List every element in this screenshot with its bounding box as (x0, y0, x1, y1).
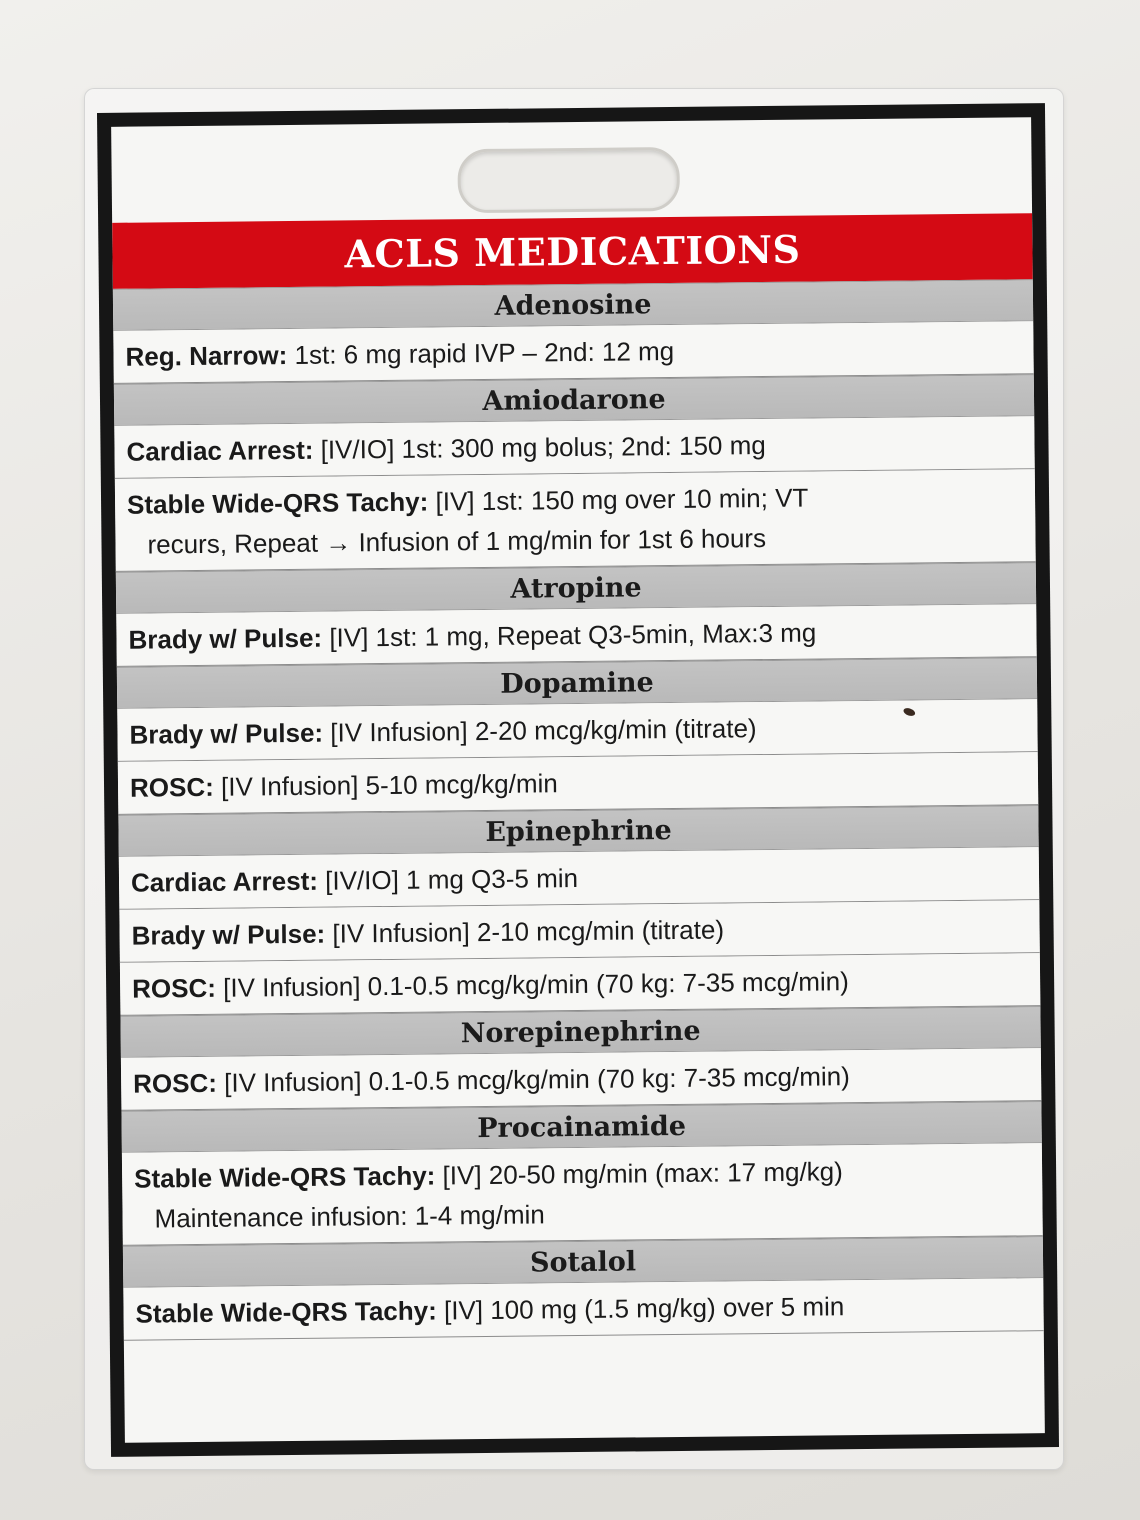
drug-name: Amiodarone (482, 383, 666, 417)
dose-text: 1st: 6 mg rapid IVP – 2nd: 12 mg (287, 335, 675, 371)
drug-name: Atropine (510, 571, 642, 605)
dose-text: [IV/IO] 1st: 300 mg bolus; 2nd: 150 mg (313, 430, 766, 465)
dose-row (116, 604, 1037, 667)
dose-row (115, 469, 1036, 572)
dose-indication: Stable Wide-QRS Tachy: (133, 1160, 436, 1194)
dose-indication: Cardiac Arrest: (130, 865, 319, 898)
dose-text: [IV] 1st: 150 mg over 10 min; VT (428, 482, 809, 517)
dose-indication: Brady w/ Pulse: (131, 918, 326, 951)
dose-row (113, 321, 1034, 384)
dose-text: [IV] 100 mg (1.5 mg/kg) over 5 min (436, 1291, 845, 1326)
dose-row (119, 847, 1040, 910)
medication-list (113, 279, 1044, 1341)
dose-row (120, 953, 1041, 1016)
dose-text: [IV Infusion] 2-10 mcg/min (titrate) (325, 914, 725, 949)
dose-indication: Stable Wide-QRS Tachy: (126, 486, 429, 520)
dose-row (117, 699, 1038, 762)
dose-continuation: Maintenance infusion: 1-4 mg/min (154, 1199, 545, 1234)
dose-indication: ROSC: (129, 771, 214, 803)
dose-indication: Brady w/ Pulse: (128, 622, 323, 655)
dose-indication: Cardiac Arrest: (126, 434, 314, 467)
dose-row (121, 1048, 1042, 1111)
card-header (112, 213, 1033, 289)
drug-name: Adenosine (494, 288, 652, 322)
dose-row (118, 752, 1039, 815)
drug-name: Sotalol (529, 1245, 637, 1279)
dose-text: [IV Infusion] 0.1-0.5 mcg/kg/min (70 kg: 7-35 mcg/min) (216, 1061, 850, 1098)
dose-text: [IV Infusion] 5-10 mcg/kg/min (213, 768, 558, 802)
drug-name: Dopamine (500, 666, 654, 700)
dose-row (119, 900, 1040, 963)
badge-card (97, 103, 1059, 1457)
dose-text: [IV/IO] 1 mg Q3-5 min (317, 863, 579, 896)
lanyard-slot (457, 147, 680, 213)
drug-name: Norepinephrine (460, 1015, 701, 1049)
dose-indication: ROSC: (132, 1067, 218, 1099)
dose-text: [IV] 1st: 1 mg, Repeat Q3-5min, Max:3 mg (321, 617, 817, 653)
dose-text: [IV Infusion] 0.1-0.5 mcg/kg/min (70 kg: 7-35 mcg/min) (215, 966, 849, 1003)
drug-name: Epinephrine (485, 814, 672, 848)
dose-indication: Stable Wide-QRS Tachy: (135, 1295, 437, 1329)
dose-text: [IV] 20-50 mg/min (max: 17 mg/kg) (435, 1156, 843, 1191)
dose-continuation: recurs, Repeat → Infusion of 1 mg/min for 1st 6 hours (147, 523, 767, 560)
dose-text: [IV Infusion] 2-20 mcg/kg/min (titrate) (322, 713, 757, 748)
card-face (111, 117, 1045, 1443)
dose-row (122, 1143, 1043, 1246)
card-title: ACLS MEDICATIONS (344, 226, 801, 276)
dose-indication: Brady w/ Pulse: (129, 717, 324, 750)
dose-indication: ROSC: (132, 972, 217, 1004)
drug-name: Procainamide (477, 1110, 687, 1144)
dose-indication: Reg. Narrow: (125, 340, 288, 372)
dose-row (114, 416, 1035, 479)
dose-row (123, 1278, 1044, 1341)
